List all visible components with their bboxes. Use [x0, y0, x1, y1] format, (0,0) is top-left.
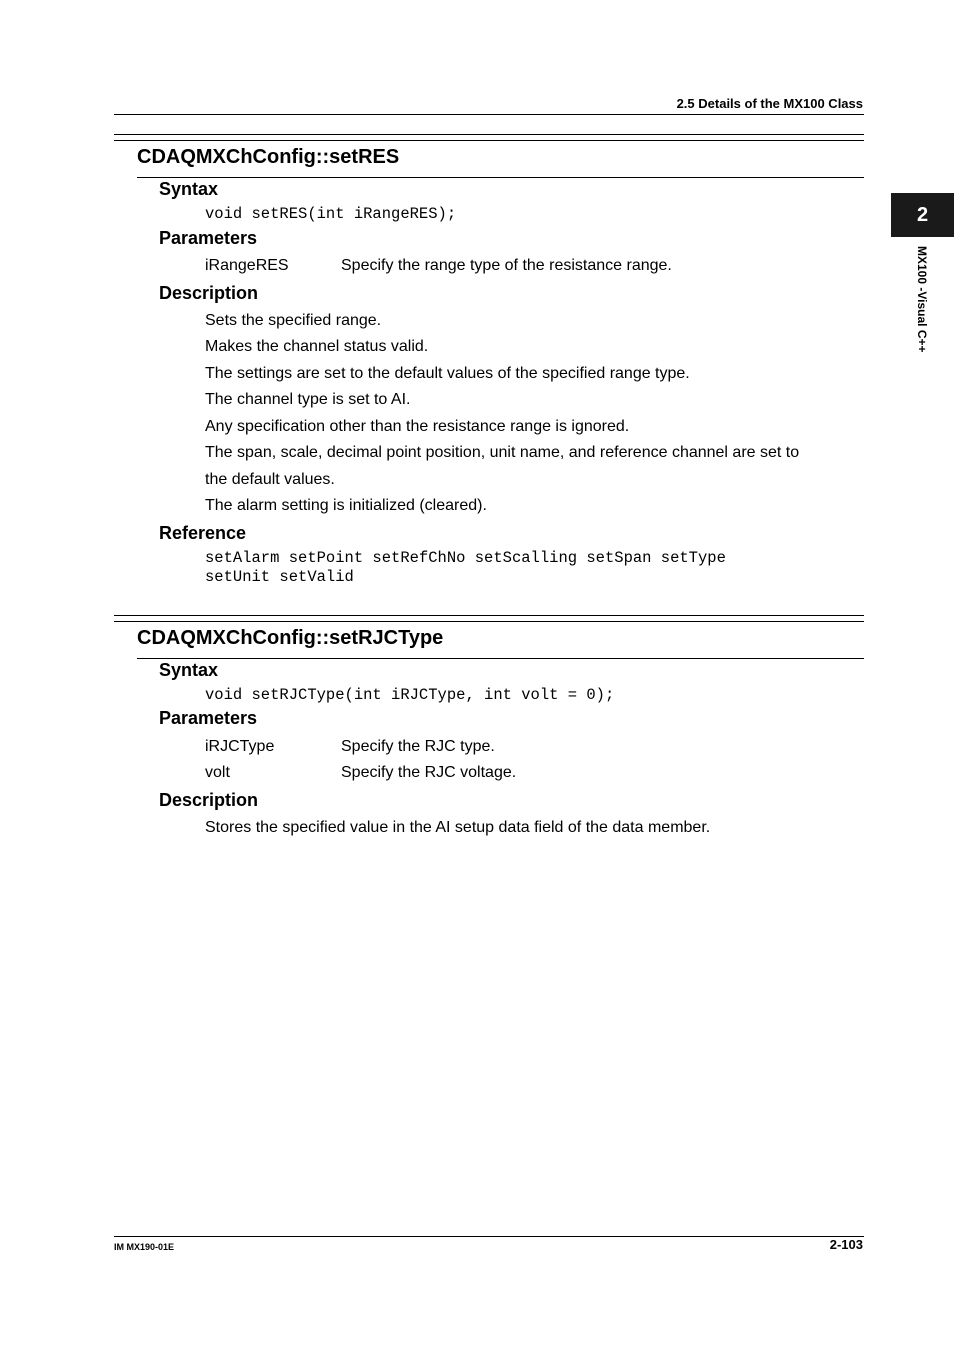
chapter-number: 2: [916, 203, 929, 226]
page-number: 2-103: [829, 1237, 863, 1252]
section-title: CDAQMXChConfig::setRJCType: [137, 627, 444, 649]
parameter-name: iRJCType: [205, 738, 275, 755]
reference-line: setUnit setValid: [205, 568, 354, 586]
parameters-heading: Parameters: [159, 228, 258, 248]
chapter-side-label: MX100 -Visual C++: [915, 246, 929, 353]
description-line: Stores the specified value in the AI setup data field of the data member.: [205, 819, 711, 836]
footer-rule: [114, 1236, 864, 1237]
description-line: Sets the specified range.: [205, 312, 382, 329]
description-line: the default values.: [205, 471, 335, 488]
section-rule-top: [114, 134, 864, 135]
parameter-desc: Specify the RJC type.: [341, 738, 495, 755]
reference-line: setAlarm setPoint setRefChNo setScalling setSpan setType: [205, 549, 726, 567]
syntax-heading: Syntax: [159, 660, 219, 680]
header-rule: [114, 114, 864, 115]
description-line: The alarm setting is initialized (cleared).: [205, 497, 487, 514]
syntax-code: void setRES(int iRangeRES);: [205, 205, 457, 223]
section-rule-top: [114, 615, 864, 616]
description-heading: Description: [159, 790, 259, 810]
parameter-desc: Specify the range type of the resistance range.: [341, 257, 672, 274]
running-header: 2.5 Details of the MX100 Class: [676, 96, 863, 111]
parameters-heading: Parameters: [159, 708, 258, 728]
section-rule-top: [114, 621, 864, 622]
section-title: CDAQMXChConfig::setRES: [137, 146, 400, 168]
description-line: The span, scale, decimal point position, unit name, and reference channel are set to: [205, 444, 800, 461]
parameter-name: volt: [205, 764, 230, 781]
parameter-name: iRangeRES: [205, 257, 289, 274]
chapter-tab: [891, 193, 954, 237]
parameter-desc: Specify the RJC voltage.: [341, 764, 517, 781]
syntax-code: void setRJCType(int iRJCType, int volt = 0);: [205, 686, 615, 704]
section-rule-top: [114, 140, 864, 141]
description-line: The channel type is set to AI.: [205, 391, 411, 408]
syntax-heading: Syntax: [159, 179, 219, 199]
document-id: IM MX190-01E: [114, 1242, 175, 1252]
section-rule-bottom: [137, 177, 864, 178]
reference-heading: Reference: [159, 523, 247, 543]
section-rule-bottom: [137, 658, 864, 659]
description-line: Makes the channel status valid.: [205, 338, 429, 355]
description-line: Any specification other than the resistance range is ignored.: [205, 418, 630, 435]
description-line: The settings are set to the default values of the specified range type.: [205, 365, 690, 382]
description-heading: Description: [159, 283, 259, 303]
